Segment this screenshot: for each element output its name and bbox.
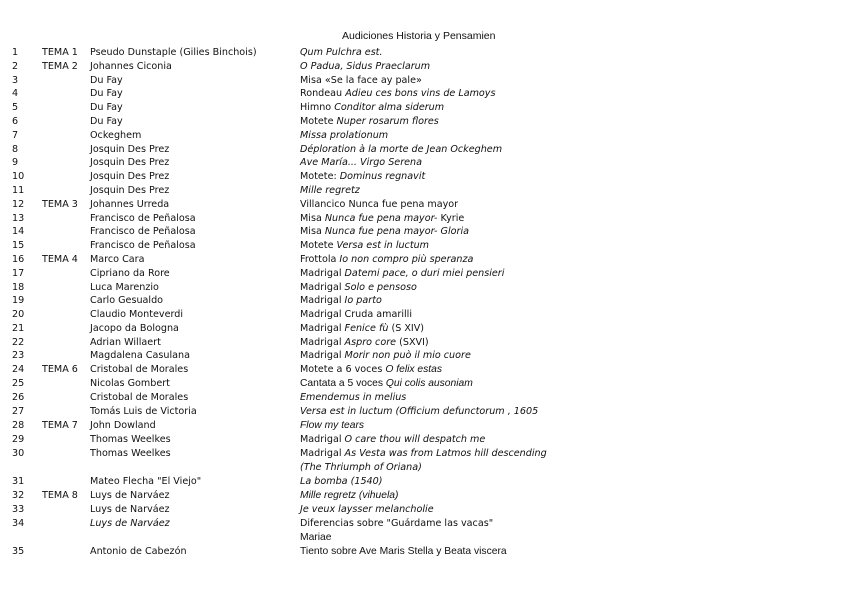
composer-name: Francisco de Peñalosa bbox=[90, 240, 196, 251]
composer-name: Tomás Luis de Victoria bbox=[90, 406, 197, 417]
row-number: 25 bbox=[12, 378, 25, 389]
table-row bbox=[0, 199, 848, 213]
composer-name: Luys de Narváez bbox=[90, 504, 170, 515]
work-italic: Ave María... Virgo Serena bbox=[300, 157, 423, 168]
table-row bbox=[0, 254, 848, 268]
table-row bbox=[0, 116, 848, 130]
work-italic: Versa est in luctum bbox=[336, 240, 430, 251]
work-prefix: Madrigal bbox=[300, 268, 345, 279]
composer-name: Cipriano da Rore bbox=[90, 268, 170, 279]
work-title-continuation: Mariae bbox=[300, 532, 332, 543]
table-row bbox=[0, 392, 848, 406]
table-row bbox=[0, 378, 848, 392]
work-italic: Aspro core bbox=[344, 337, 397, 348]
work-prefix: Tiento sobre Ave Maris Stella y Beata viscera bbox=[300, 546, 507, 557]
composer-name: Thomas Weelkes bbox=[90, 448, 171, 459]
table-row bbox=[0, 61, 848, 75]
work-title bbox=[300, 309, 412, 320]
table-row bbox=[0, 47, 848, 61]
row-number: 35 bbox=[12, 546, 25, 557]
row-number: 13 bbox=[12, 213, 25, 224]
work-title-continuation: (The Thriumph of Oriana) bbox=[300, 462, 422, 473]
work-prefix: Motete a 6 voces bbox=[300, 364, 386, 375]
row-number: 11 bbox=[12, 185, 25, 196]
work-italic: Nuper rosarum flores bbox=[336, 116, 439, 127]
row-number: 12 bbox=[12, 199, 25, 210]
composer-name: Thomas Weelkes bbox=[90, 434, 171, 445]
table-row bbox=[0, 282, 848, 296]
work-italic: Fenice fù bbox=[344, 323, 389, 334]
table-row bbox=[0, 144, 848, 158]
composer-name: Antonio de Cabezón bbox=[90, 546, 187, 557]
work-prefix: Madrigal bbox=[300, 295, 345, 306]
table-row bbox=[0, 226, 848, 240]
work-title bbox=[300, 102, 444, 113]
work-italic: Emendemus in melius bbox=[300, 392, 407, 403]
work-prefix: Madrigal bbox=[300, 350, 345, 361]
composer-name: Du Fay bbox=[90, 75, 123, 86]
table-row bbox=[0, 102, 848, 116]
work-prefix: Frottola bbox=[300, 254, 340, 265]
table-row bbox=[0, 434, 848, 448]
work-title bbox=[300, 268, 504, 279]
table-row bbox=[0, 157, 848, 171]
work-prefix: Villancico Nunca fue pena mayor bbox=[300, 199, 459, 210]
row-number: 19 bbox=[12, 295, 25, 306]
work-italic: Qui colis ausoniam bbox=[385, 378, 473, 389]
composer-name: Josquin Des Prez bbox=[90, 157, 170, 168]
table-row bbox=[0, 130, 848, 144]
work-italic: Dominus regnavit bbox=[339, 171, 426, 182]
work-title bbox=[300, 434, 485, 445]
work-prefix: Cantata a 5 voces bbox=[300, 378, 386, 389]
table-row bbox=[0, 268, 848, 282]
work-italic: As Vesta was from Latmos hill descending bbox=[344, 448, 547, 459]
composer-name: Francisco de Peñalosa bbox=[90, 226, 196, 237]
work-prefix: Madrigal bbox=[300, 434, 345, 445]
composer-name: Ockeghem bbox=[90, 130, 142, 141]
row-number: 26 bbox=[12, 392, 25, 403]
row-number: 30 bbox=[12, 448, 25, 459]
table-row bbox=[0, 295, 848, 309]
work-title bbox=[300, 157, 422, 168]
tema-label: TEMA 3 bbox=[42, 199, 78, 210]
work-title bbox=[300, 546, 507, 557]
row-number: 10 bbox=[12, 171, 25, 182]
row-number: 29 bbox=[12, 434, 25, 445]
composer-name: Cristobal de Morales bbox=[90, 392, 189, 403]
table-row bbox=[0, 240, 848, 254]
work-prefix: Misa bbox=[300, 213, 325, 224]
composer-name: Jacopo da Bologna bbox=[90, 323, 179, 334]
composer-name: Du Fay bbox=[90, 88, 123, 99]
table-row bbox=[0, 406, 848, 420]
composer-name: Johannes Urreda bbox=[90, 199, 170, 210]
work-prefix: Madrigal bbox=[300, 282, 345, 293]
table-row bbox=[0, 309, 848, 323]
row-number: 2 bbox=[12, 61, 19, 72]
table-row bbox=[0, 420, 848, 434]
work-title bbox=[300, 504, 434, 515]
row-number: 5 bbox=[12, 102, 19, 113]
row-number: 9 bbox=[12, 157, 19, 168]
work-title bbox=[300, 518, 493, 529]
work-title bbox=[300, 337, 429, 348]
composer-name: Luys de Narváez bbox=[90, 490, 170, 501]
composer-name: Francisco de Peñalosa bbox=[90, 213, 196, 224]
work-italic: Déploration à la morte de Jean Ockeghem bbox=[300, 144, 503, 155]
work-title bbox=[300, 61, 430, 72]
table-row bbox=[0, 75, 848, 89]
work-prefix: Misa «Se la face ay pale» bbox=[300, 75, 422, 86]
work-prefix: Motete: bbox=[300, 171, 340, 182]
row-number: 33 bbox=[12, 504, 25, 515]
composer-name: Nicolas Gombert bbox=[90, 378, 170, 389]
row-number: 3 bbox=[12, 75, 19, 86]
table-row bbox=[0, 88, 848, 102]
table-row bbox=[0, 213, 848, 227]
work-title bbox=[300, 213, 464, 224]
work-title bbox=[300, 171, 425, 182]
work-italic: Adieu ces bons vins de Lamoys bbox=[345, 88, 496, 99]
composer-name: Josquin Des Prez bbox=[90, 185, 170, 196]
work-title bbox=[300, 406, 538, 417]
tema-label: TEMA 8 bbox=[42, 490, 78, 501]
table-row bbox=[0, 546, 848, 560]
work-italic: O Padua, Sidus Praeclarum bbox=[300, 61, 431, 72]
work-prefix: Madrigal bbox=[300, 323, 345, 334]
work-title bbox=[300, 476, 383, 487]
row-number: 34 bbox=[12, 518, 25, 529]
work-prefix: Diferencias sobre "Guárdame las vacas" bbox=[300, 518, 494, 529]
table-row bbox=[0, 490, 848, 504]
row-number: 21 bbox=[12, 323, 25, 334]
work-title bbox=[300, 226, 469, 237]
work-title bbox=[300, 295, 382, 306]
row-number: 22 bbox=[12, 337, 25, 348]
row-number: 16 bbox=[12, 254, 25, 265]
work-italic: Missa prolationum bbox=[300, 130, 389, 141]
work-title bbox=[300, 448, 547, 459]
row-number: 8 bbox=[12, 144, 19, 155]
work-italic: Datemi pace, o duri miei pensieri bbox=[344, 268, 505, 279]
work-prefix: Madrigal bbox=[300, 337, 345, 348]
row-number: 15 bbox=[12, 240, 25, 251]
work-prefix: Himno bbox=[300, 102, 335, 113]
composer-name: Josquin Des Prez bbox=[90, 144, 170, 155]
work-italic: Solo e pensoso bbox=[344, 282, 417, 293]
row-number: 31 bbox=[12, 476, 25, 487]
row-number: 23 bbox=[12, 350, 25, 361]
work-italic: Mille regretz bbox=[300, 185, 360, 196]
work-title bbox=[300, 144, 502, 155]
row-number: 17 bbox=[12, 268, 25, 279]
row-number: 6 bbox=[12, 116, 19, 127]
work-title bbox=[300, 490, 398, 501]
work-italic: O felix estas bbox=[385, 364, 443, 375]
table-row bbox=[0, 364, 848, 378]
row-number: 32 bbox=[12, 490, 25, 501]
composer-name: Johannes Ciconia bbox=[90, 61, 172, 72]
composer-name: Luca Marenzio bbox=[90, 282, 159, 293]
work-prefix: Madrigal bbox=[300, 448, 345, 459]
table-row bbox=[0, 323, 848, 337]
tema-label: TEMA 7 bbox=[42, 420, 78, 431]
work-italic: Io parto bbox=[344, 295, 382, 306]
work-title bbox=[300, 420, 364, 431]
work-title bbox=[300, 254, 473, 265]
table-row bbox=[0, 185, 848, 199]
work-italic: Je veux laysser melancholie bbox=[300, 504, 434, 515]
table-row bbox=[0, 504, 848, 518]
work-italic: Io non compro più speranza bbox=[339, 254, 474, 265]
work-title bbox=[300, 130, 388, 141]
work-italic: Nunca fue pena mayor- Gloria bbox=[324, 226, 469, 237]
table-row bbox=[0, 350, 848, 364]
work-italic: Versa est in luctum bbox=[300, 406, 393, 417]
work-title bbox=[300, 88, 495, 99]
work-title bbox=[300, 350, 471, 361]
composer-name: Carlo Gesualdo bbox=[90, 295, 164, 306]
table-row bbox=[0, 518, 848, 532]
work-italic: O care thou will despatch me bbox=[344, 434, 486, 445]
composer-name: Cristobal de Morales bbox=[90, 364, 189, 375]
work-suffix: (S XIV) bbox=[388, 323, 425, 334]
page-title: Audiciones Historia y Pensamien bbox=[342, 30, 496, 42]
composer-name: John Dowland bbox=[90, 420, 156, 431]
composer-name: Marco Cara bbox=[90, 254, 145, 265]
work-italic: Conditor alma siderum bbox=[334, 102, 445, 113]
row-number: 18 bbox=[12, 282, 25, 293]
work-title bbox=[300, 47, 383, 58]
composer-name: Adrian Willaert bbox=[90, 337, 161, 348]
work-prefix: Rondeau bbox=[300, 88, 346, 99]
work-italic: Qum Pulchra est. bbox=[300, 47, 383, 58]
composer-name: Josquin Des Prez bbox=[90, 171, 170, 182]
row-number: 20 bbox=[12, 309, 25, 320]
row-number: 4 bbox=[12, 88, 19, 99]
work-title bbox=[300, 378, 473, 389]
work-title bbox=[300, 240, 429, 251]
row-number: 1 bbox=[12, 47, 19, 58]
work-suffix: (SXVI) bbox=[396, 337, 429, 348]
composer-name: Magdalena Casulana bbox=[90, 350, 190, 361]
composer-name: Du Fay bbox=[90, 116, 123, 127]
work-title bbox=[300, 323, 424, 334]
work-title bbox=[300, 199, 458, 210]
work-title bbox=[300, 364, 442, 375]
work-suffix: (Officium defunctorum , 1605 bbox=[392, 406, 539, 417]
composer-name: Du Fay bbox=[90, 102, 123, 113]
row-number: 7 bbox=[12, 130, 19, 141]
work-prefix: Misa bbox=[300, 226, 325, 237]
work-italic: Morir non può il mio cuore bbox=[344, 350, 471, 361]
row-number: 14 bbox=[12, 226, 25, 237]
work-title bbox=[300, 282, 417, 293]
work-title bbox=[300, 185, 360, 196]
table-row bbox=[0, 171, 848, 185]
work-suffix: Kyrie bbox=[440, 213, 465, 224]
work-italic: Nunca fue pena mayor- bbox=[324, 213, 441, 224]
work-italic: La bomba (1540) bbox=[300, 476, 383, 487]
work-prefix: Motete bbox=[300, 240, 337, 251]
tema-label: TEMA 2 bbox=[42, 61, 78, 72]
row-number: 27 bbox=[12, 406, 25, 417]
work-title bbox=[300, 392, 406, 403]
composer-name: Mateo Flecha "El Viejo" bbox=[90, 476, 202, 487]
composer-name: Claudio Monteverdi bbox=[90, 309, 184, 320]
work-italic: Mille regretz (vihuela) bbox=[300, 490, 399, 501]
table-row bbox=[0, 476, 848, 490]
work-title bbox=[300, 116, 439, 127]
tema-label: TEMA 1 bbox=[42, 47, 78, 58]
work-italic: Flow my tears bbox=[300, 420, 365, 431]
work-prefix: Motete bbox=[300, 116, 337, 127]
composer-name: Pseudo Dunstaple (Gilies Binchois) bbox=[90, 47, 257, 58]
table-row bbox=[0, 448, 848, 462]
composer-name: Luys de Narváez bbox=[90, 518, 170, 529]
row-number: 24 bbox=[12, 364, 25, 375]
work-title bbox=[300, 75, 422, 86]
row-number: 28 bbox=[12, 420, 25, 431]
tema-label: TEMA 6 bbox=[42, 364, 78, 375]
table-row bbox=[0, 337, 848, 351]
work-prefix: Madrigal Cruda amarilli bbox=[300, 309, 412, 320]
tema-label: TEMA 4 bbox=[42, 254, 78, 265]
